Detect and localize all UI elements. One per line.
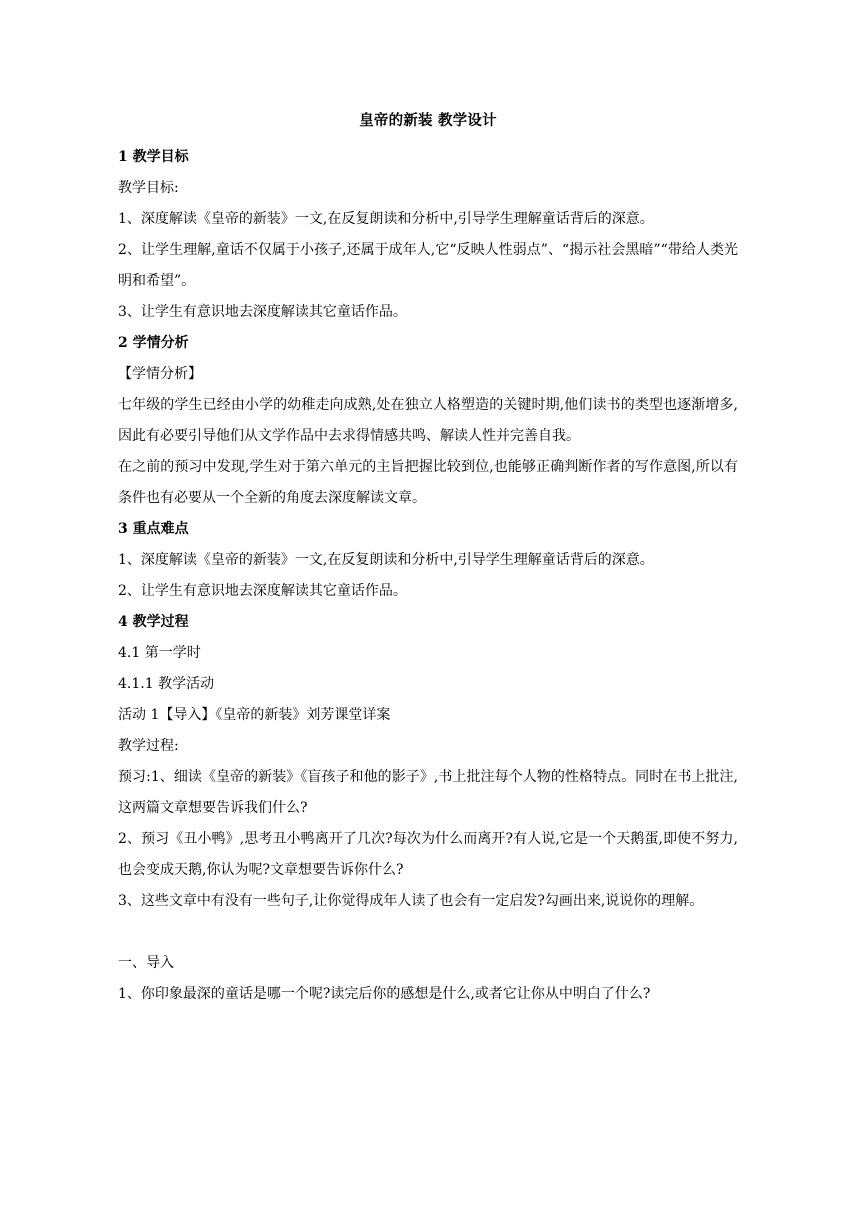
paragraph: 3、让学生有意识地去深度解读其它童话作品。: [118, 304, 407, 320]
document-content: [118, 106, 738, 1010]
paragraph: 4.1.1 教学活动: [118, 676, 215, 692]
paragraph: 【学情分析】: [118, 366, 202, 382]
paragraph: 2、让学生有意识地去深度解读其它童话作品。: [118, 583, 407, 599]
paragraph: 1、深度解读《皇帝的新装》一文,在反复朗读和分析中,引导学生理解童话背后的深意。: [118, 211, 654, 227]
paragraph: 教学过程:: [118, 738, 179, 754]
paragraph: 教学目标:: [118, 180, 179, 196]
paragraph: 4.1 第一学时: [118, 645, 201, 661]
section-heading-process: 4 教学过程: [118, 614, 189, 630]
paragraph-gap: [118, 917, 738, 948]
paragraph: 3、这些文章中有没有一些句子,让你觉得成年人读了也会有一定启发?勾画出来,说说你的理解。: [118, 893, 704, 909]
paragraph: 预习:1、细读《皇帝的新装》《盲孩子和他的影子》,书上批注每个人物的性格特点。同时在书上批注,这两篇文章想要告诉我们什么?: [118, 769, 738, 816]
paragraph: 2、让学生理解,童话不仅属于小孩子,还属于成年人,它“反映人性弱点”、“揭示社会黑暗”“带给人类光明和希望”。: [118, 242, 738, 289]
section-heading-objectives: 1 教学目标: [118, 149, 189, 165]
paragraph: 一、导入: [118, 955, 174, 971]
paragraph: 1、深度解读《皇帝的新装》一文,在反复朗读和分析中,引导学生理解童话背后的深意。: [118, 552, 654, 568]
paragraph: 在之前的预习中发现,学生对于第六单元的主旨把握比较到位,也能够正确判断作者的写作意图,所以有条件也有必要从一个全新的角度去深度解读文章。: [118, 459, 738, 506]
section-heading-key-points: 3 重点难点: [118, 521, 189, 537]
paragraph: 七年级的学生已经由小学的幼稚走向成熟,处在独立人格塑造的关键时期,他们读书的类型也逐渐增多,因此有必要引导他们从文学作品中去求得情感共鸣、解读人性并完善自我。: [118, 397, 738, 444]
section-heading-analysis: 2 学情分析: [118, 335, 189, 351]
document-title: 皇帝的新装 教学设计: [359, 112, 497, 129]
paragraph: 1、你印象最深的童话是哪一个呢?读完后你的感想是什么,或者它让你从中明白了什么?: [118, 986, 651, 1002]
paragraph: 活动 1【导入】《皇帝的新装》刘芳课堂详案: [118, 707, 391, 723]
paragraph: 2、预习《丑小鸭》,思考丑小鸭离开了几次?每次为什么而离开?有人说,它是一个天鹅蛋,即使不努力,也会变成天鹅,你认为呢?文章想要告诉你什么?: [118, 831, 738, 878]
